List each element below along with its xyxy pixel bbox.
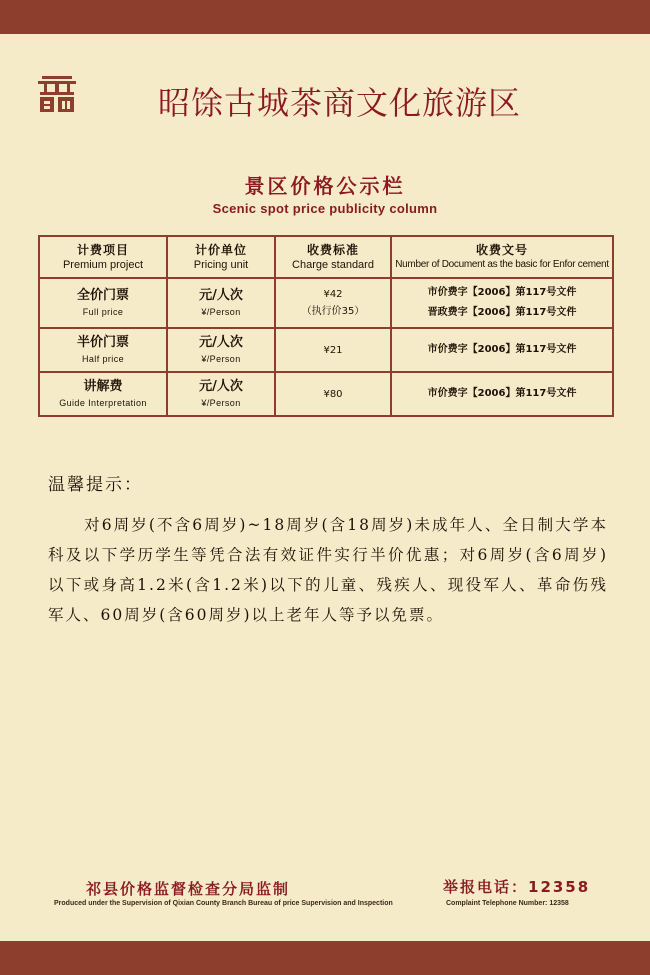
cell-charge	[275, 328, 391, 372]
cell-item	[39, 372, 167, 416]
table-row	[39, 328, 613, 372]
complaint-phone: 举报电话：12358	[443, 878, 591, 896]
cell-charge	[275, 372, 391, 416]
unit-cn: 元/人次	[199, 288, 243, 303]
header-document	[391, 236, 613, 278]
cell-unit	[167, 372, 275, 416]
unit-en: ¥/Person	[201, 354, 241, 364]
cell-unit	[167, 278, 275, 328]
subtitle-en: Scenic spot price publicity column	[212, 201, 438, 216]
tips-title: 温馨提示：	[48, 475, 143, 495]
table-header-row	[39, 236, 613, 278]
cell-charge	[275, 278, 391, 328]
supervisor-label: 祁县价格监督检查分局监制	[86, 880, 291, 898]
header-item	[39, 236, 167, 278]
header-item-en: Premium project	[62, 258, 144, 271]
item-en: Full price	[82, 307, 124, 317]
header-item-cn: 计费项目	[76, 242, 129, 257]
header-document-cn: 收费文号	[475, 242, 528, 257]
tips-body	[48, 510, 608, 630]
cell-item	[39, 328, 167, 372]
page-title: 昭馀古城茶商文化旅游区	[158, 84, 522, 122]
unit-cn: 元/人次	[199, 335, 243, 350]
unit-cn: 元/人次	[199, 379, 243, 394]
table-row	[39, 278, 613, 328]
document-number: 市价费字【2006】第117号文件	[427, 388, 577, 399]
header-document-en: Number of Document as the basic for Enfor cement	[395, 258, 609, 270]
cell-document	[391, 372, 613, 416]
header-charge-cn: 收费标准	[306, 242, 359, 257]
header-unit	[167, 236, 275, 278]
subtitle-cn: 景区价格公示栏	[244, 174, 406, 198]
cell-document	[391, 328, 613, 372]
document-number: 市价费字【2006】第117号文件	[427, 344, 577, 355]
unit-en: ¥/Person	[201, 398, 241, 408]
item-cn: 讲解费	[83, 379, 123, 394]
item-cn: 半价门票	[76, 335, 129, 350]
header-unit-cn: 计价单位	[194, 242, 247, 257]
building-logo-icon	[38, 74, 76, 114]
item-en: Guide Interpretation	[59, 398, 147, 408]
bottom-band	[0, 941, 650, 975]
tips-text: 对6周岁(不含6周岁)~18周岁(含18周岁)未成年人、全日制大学本科及以下学历学生等凭合法有效证件实行半价优惠；对6周岁(含6周岁)以下或身高1.2米(含1.2米)以下的儿童、残疾人、现役军人、革命伤残军人、60周岁(含60周岁)以上老年人等予以免票。	[48, 516, 608, 624]
charge-value: ¥21	[323, 344, 343, 356]
header-charge-en: Charge standard	[292, 258, 374, 271]
header-charge	[275, 236, 391, 278]
table-row	[39, 372, 613, 416]
price-table	[38, 235, 614, 417]
charge-value: ¥42	[323, 289, 343, 300]
unit-en: ¥/Person	[201, 307, 241, 317]
charge-note: （执行价35）	[301, 306, 365, 317]
supervisor-label-en: Produced under the Supervision of Qixian County Branch Bureau of price Supervision and Inspection	[54, 900, 393, 907]
complaint-phone-en: Complaint Telephone Number: 12358	[446, 900, 569, 907]
cell-unit	[167, 328, 275, 372]
cell-item	[39, 278, 167, 328]
header-unit-en: Pricing unit	[193, 258, 249, 271]
cell-document	[391, 278, 613, 328]
document-number: 晋政费字【2006】第117号文件	[427, 307, 577, 318]
document-number: 市价费字【2006】第117号文件	[427, 287, 577, 298]
top-band	[0, 0, 650, 34]
item-en: Half price	[81, 354, 124, 364]
charge-value: ¥80	[323, 388, 343, 400]
item-cn: 全价门票	[76, 288, 129, 303]
